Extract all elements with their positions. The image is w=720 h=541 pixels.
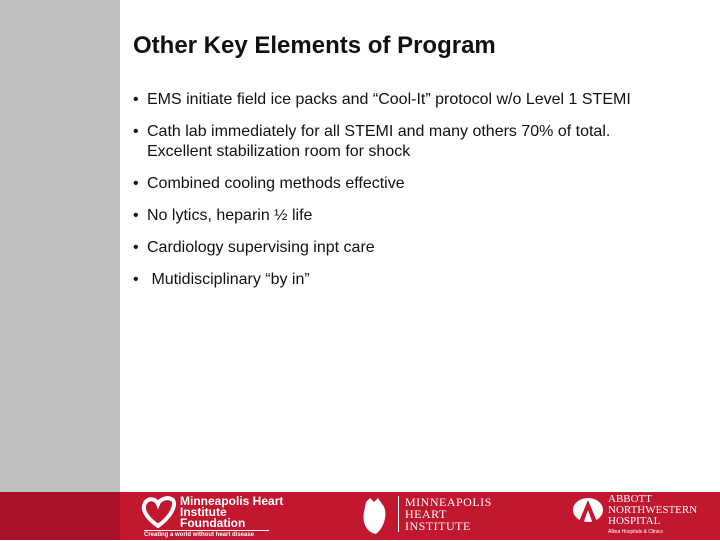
bullet-item (133, 174, 713, 194)
mhif-logo (140, 494, 284, 538)
bullet-text: No lytics, heparin ½ life (147, 207, 313, 224)
logo-tagline: Allina Hospitals & Clinics (608, 529, 664, 535)
sidebar-band (0, 0, 120, 492)
bullet-dot: • (133, 91, 139, 108)
logo-text: MINNEAPOLIS HEART INSTITUTE (398, 496, 508, 532)
bullet-text: Mutidisciplinary “by in” (147, 271, 310, 288)
bullet-dot: • (133, 271, 139, 288)
bullet-dot: • (133, 175, 139, 192)
bullet-item (133, 90, 713, 110)
bullet-text: Cardiology supervising inpt care (147, 239, 375, 256)
bullet-text: Combined cooling methods effective (147, 175, 405, 192)
bullet-dot: • (133, 123, 139, 140)
bullet-item (133, 238, 713, 258)
bullet-dot: • (133, 239, 139, 256)
abbott-a-icon (572, 496, 604, 528)
bullet-dot: • (133, 207, 139, 224)
bullet-text: EMS initiate field ice packs and “Cool-It” protocol w/o Level 1 STEMI (147, 91, 631, 108)
bullet-item (133, 270, 713, 290)
slide-title: Other Key Elements of Program (133, 32, 496, 59)
logo-text: Minneapolis Heart Institute Foundation (180, 494, 284, 530)
heart-icon (140, 496, 176, 528)
logo-text: ABBOTT NORTHWESTERN HOSPITAL (608, 493, 698, 527)
footer-left-band (0, 492, 120, 540)
footer (120, 492, 720, 540)
anw-logo (572, 493, 698, 535)
bullet-list (133, 90, 713, 302)
bullet-item (133, 206, 713, 226)
mhi-logo (360, 495, 492, 541)
logo-tagline: Creating a world without heart disease (144, 530, 269, 538)
bullet-item (133, 122, 673, 162)
bullet-text: Cath lab immediately for all STEMI and many others 70% of total. Excellent stabilization room for shock (147, 123, 611, 160)
anatomical-heart-icon (360, 496, 388, 536)
